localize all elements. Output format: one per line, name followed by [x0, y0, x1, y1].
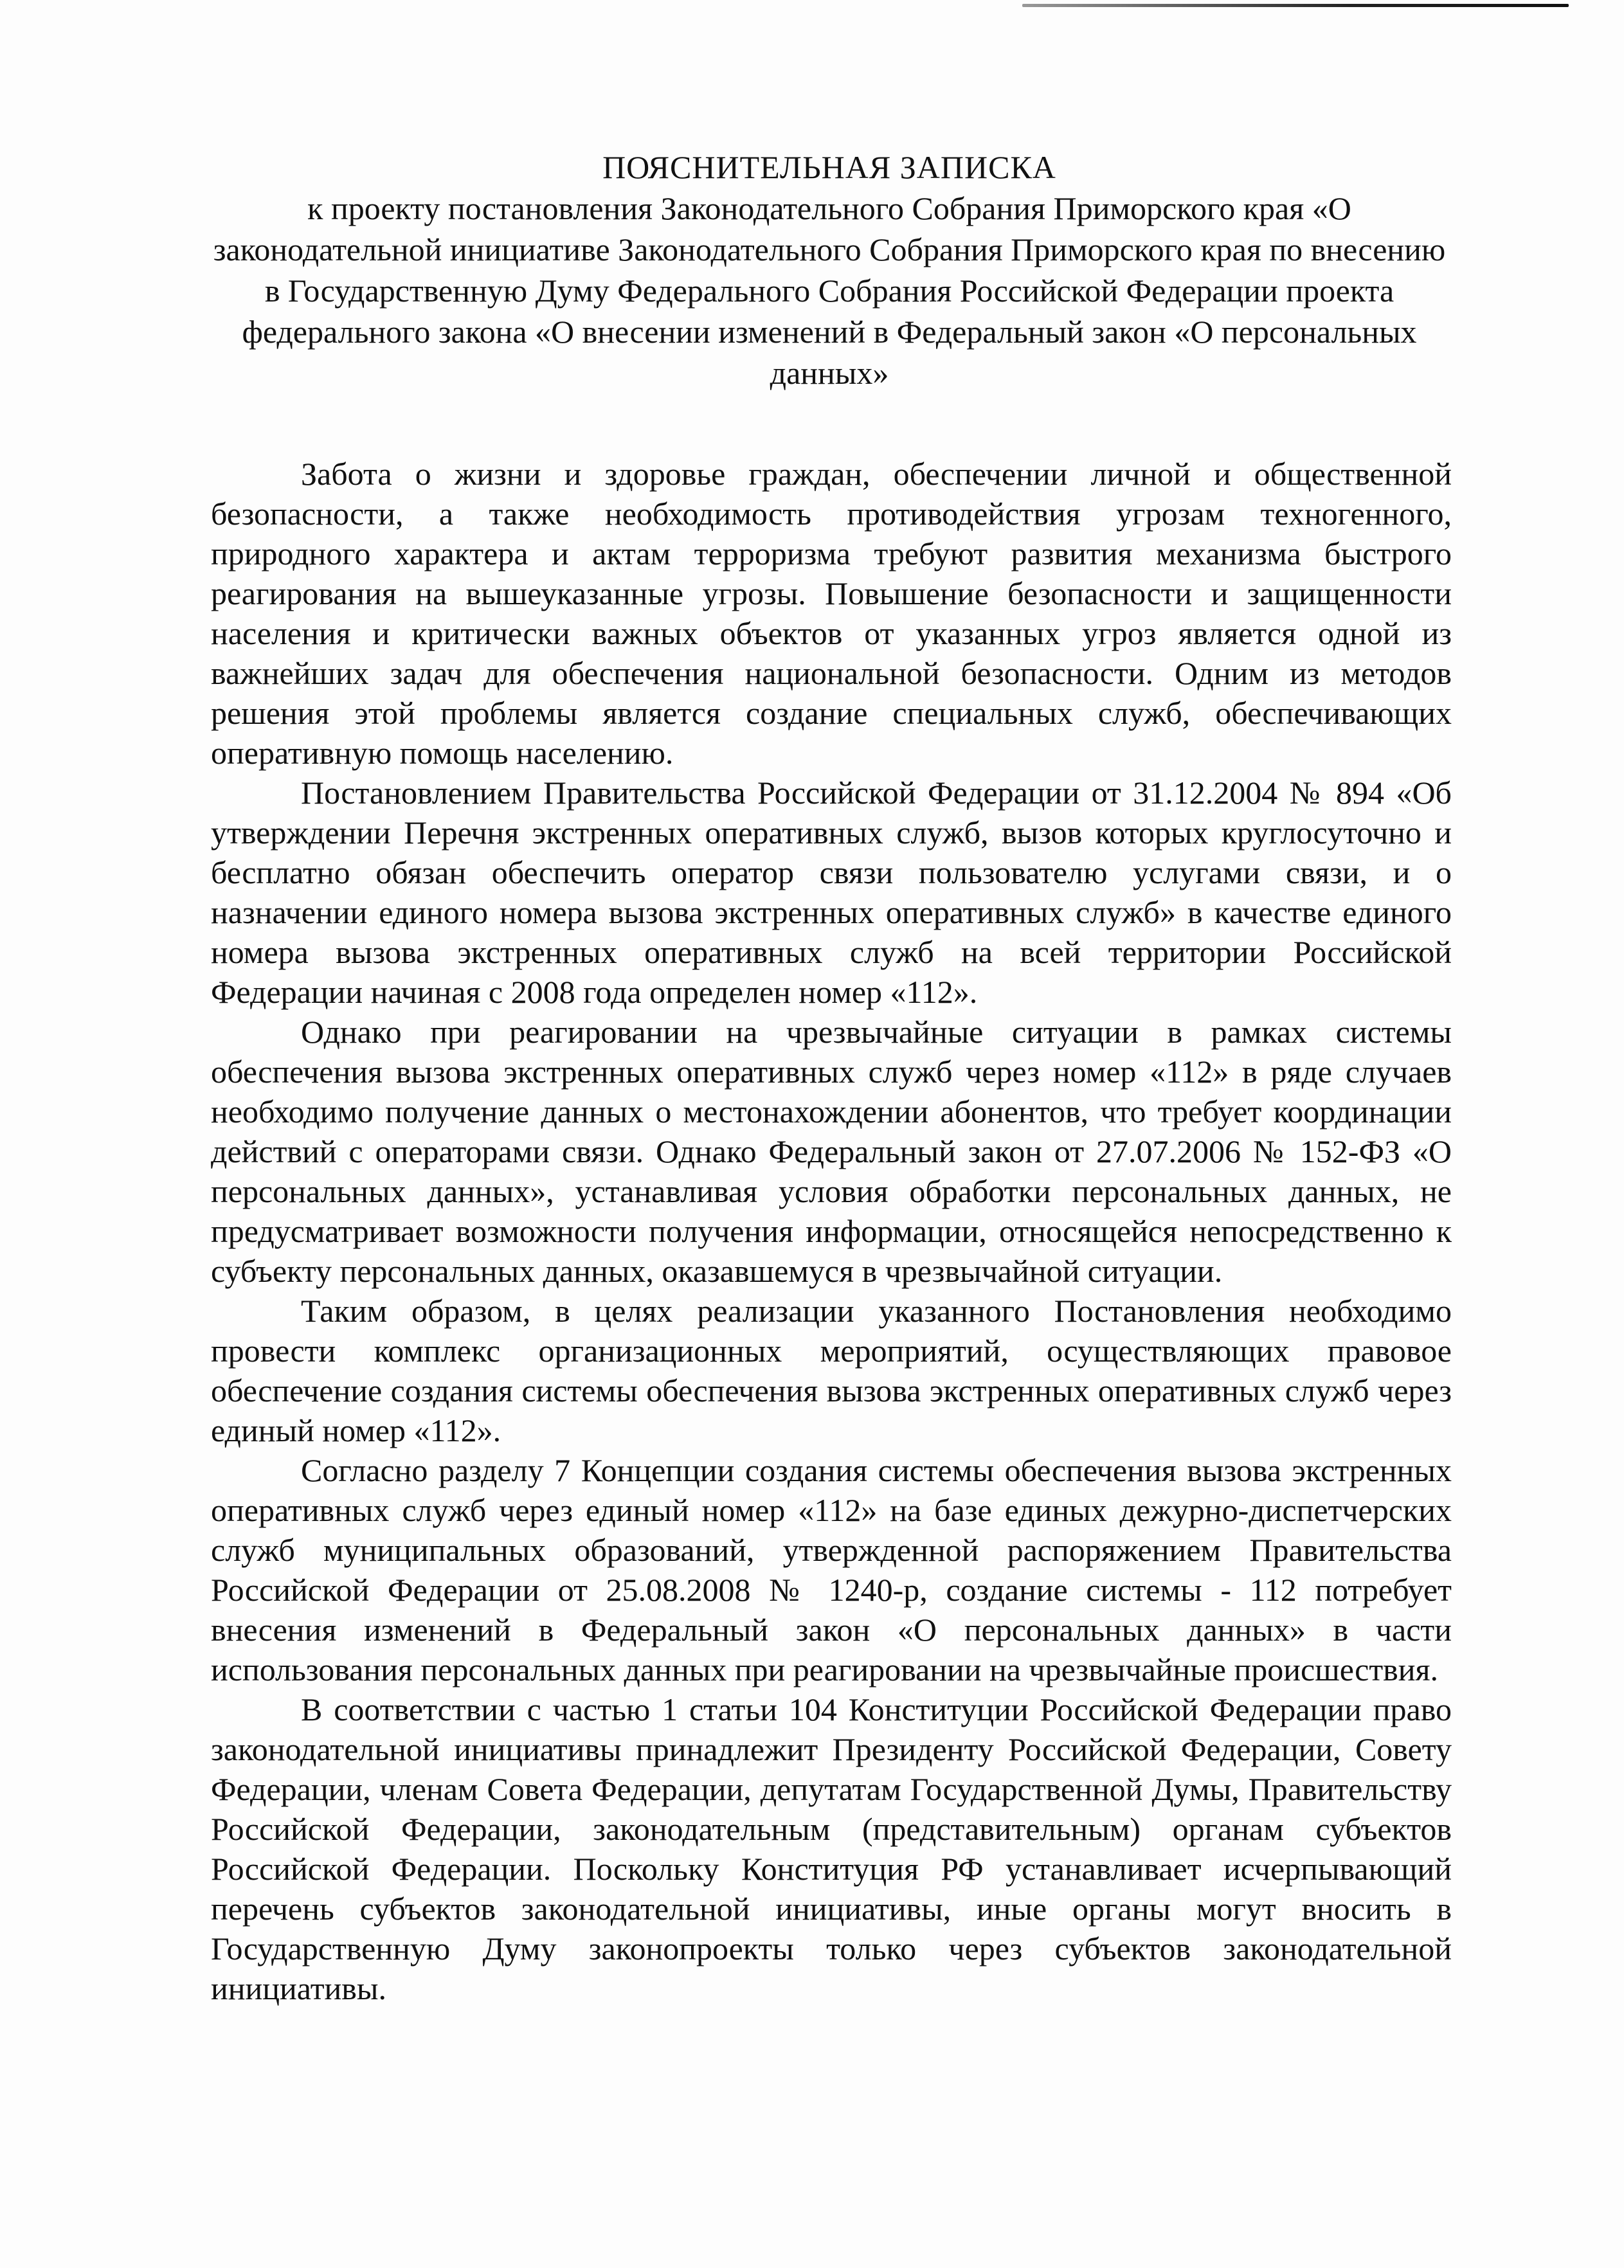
paragraph: Однако при реагировании на чрезвычайные ситуации в рамках системы обеспечения вызова экстренных оперативных служб через номер «112» в ряде случаев необходимо получение данных о местонахождении абонентов, что требует координации действий с операторами связи. Однако Федеральный закон от 27.07.2006 № 152-ФЗ «О персональных данных», устанавливая условия обработки персональных данных, не предусматривает возможности получения информации, относящейся непосредственно к субъекту персональных данных, оказавшемуся в чрезвычайной ситуации. — [211, 1014, 1452, 1289]
paragraph: В соответствии с частью 1 статьи 104 Конституции Российской Федерации право законодательной инициативы принадлежит Президенту Российской Федерации, Совету Федерации, членам Совета Федерации, депутатам Государственной Думы, Правительству Российской Федерации, законодательным (представительным) органам субъектов Российской Федерации. Поскольку Конституция РФ устанавливает исчерпывающий перечень субъектов законодательной инициативы, иные органы могут вносить в Государственную Думу законопроекты только через субъектов законодательной инициативы. — [211, 1691, 1452, 2006]
document-subtitle: к проекту постановления Законодательного Собрания Приморского края «О законодательной инициативе Законодательного Собрания Приморского края по внесению в Государственную Думу Федерального Собрания Российской Федерации проекта федерального закона «О внесении изменений в Федеральный закон «О персональных данных» — [213, 190, 1446, 391]
document-heading — [212, 147, 1447, 393]
document-title: ПОЯСНИТЕЛЬНАЯ ЗАПИСКА — [602, 149, 1056, 185]
scan-edge-line — [1022, 4, 1569, 7]
paragraph: Забота о жизни и здоровье граждан, обеспечении личной и общественной безопасности, а также необходимость противодействия угрозам техногенного, природного характера и актам терроризма требуют развития механизма быстрого реагирования на вышеуказанные угрозы. Повышение безопасности и защищенности населения и критически важных объектов от указанных угроз является одной из важнейших задач для обеспечения национальной безопасности. Одним из методов решения этой проблемы является создание специальных служб, обеспечивающих оперативную помощь населению. — [211, 456, 1452, 771]
paragraph: Постановлением Правительства Российской Федерации от 31.12.2004 № 894 «Об утверждении Перечня экстренных оперативных служб, вызов которых круглосуточно и бесплатно обязан обеспечить оператор связи пользователю услугами связи, и о назначении единого номера вызова экстренных оперативных служб» в качестве единого номера вызова экстренных оперативных служб на всей территории Российской Федерации начиная с 2008 года определен номер «112». — [211, 775, 1452, 1010]
paragraph: Согласно разделу 7 Концепции создания системы обеспечения вызова экстренных оперативных служб через единый номер «112» на базе единых дежурно-диспетчерских служб муниципальных образований, утвержденной распоряжением Правительства Российской Федерации от 25.08.2008 № 1240-р, создание системы - 112 потребует внесения изменений в Федеральный закон «О персональных данных» в части использования персональных данных при реагировании на чрезвычайные происшествия. — [211, 1452, 1452, 1688]
paragraph: Таким образом, в целях реализации указанного Постановления необходимо провести комплекс организационных мероприятий, осуществляющих правовое обеспечение создания системы обеспечения вызова экстренных оперативных служб через единый номер «112». — [211, 1293, 1452, 1448]
document-body — [211, 454, 1452, 2008]
